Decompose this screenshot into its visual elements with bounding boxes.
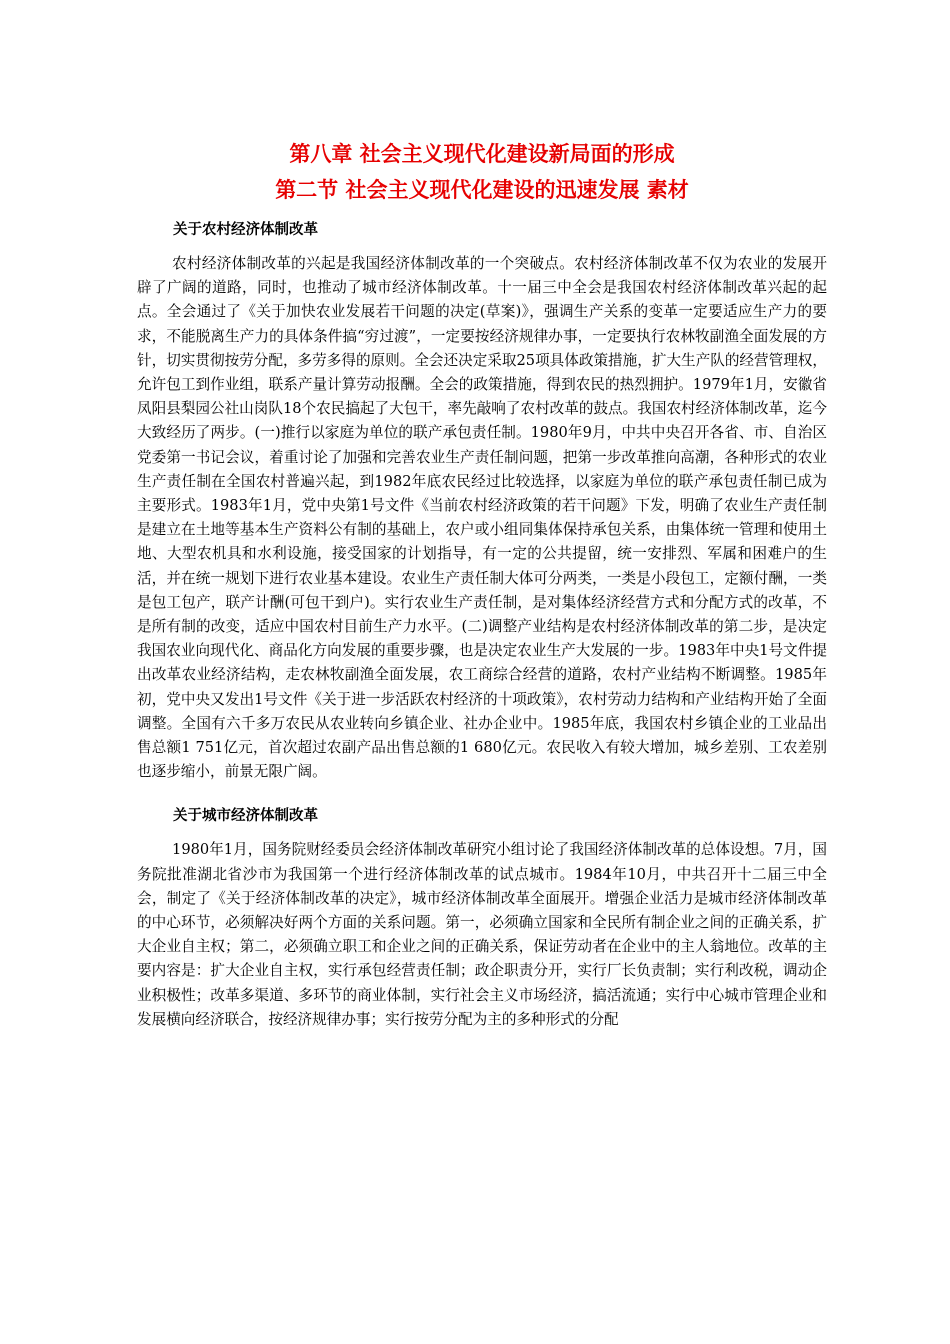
chapter-title: 第八章 社会主义现代化建设新局面的形成 xyxy=(289,142,675,166)
document-page xyxy=(137,138,827,1032)
paragraph-rural-reform: 农村经济体制改革的兴起是我国经济体制改革的一个突破点。农村经济体制改革不仅为农业的发展开辟了广阔的道路，同时，也推动了城市经济体制改革。十一届三中全会是我国农村经济体制改革兴起的起点。全会通过了《关于加快农业发展若干问题的决定(草案)》，强调生产关系的变革一定要适应生产力的要求，不能脱离生产力的具体条件搞“穷过渡”，一定要按经济规律办事，一定要执行农林牧副渔全面发展的方针，切实贯彻按劳分配，多劳多得的原则。全会还决定采取25项具体政策措施，扩大生产队的经营管理权，允许包工到作业组，联系产量计算劳动报酬。全会的政策措施，得到农民的热烈拥护。1979年1月，安徽省凤阳县梨园公社山岗队18个农民搞起了大包干，率先敲响了农村改革的鼓点。我国农村经济体制改革，迄今大致经历了两步。(一)推行以家庭为单位的联产承包责任制。1980年9月，中共中央召开各省、市、自治区党委第一书记会议，着重讨论了加强和完善农业生产责任制问题，把第一步改革推向高潮，各种形式的农业生产责任制在全国农村普遍兴起，到1982年底农民经过比较选择，以家庭为单位的联产承包责任制已成为主要形式。1983年1月，党中央第1号文件《当前农村经济政策的若干问题》下发，明确了农业生产责任制是建立在土地等基本生产资料公有制的基础上，农户或小组同集体保持承包关系，由集体统一管理和使用土地、大型农机具和水利设施，接受国家的计划指导，有一定的公共提留，统一安排烈、军属和困难户的生活，并在统一规划下进行农业基本建设。农业生产责任制大体可分两类，一类是小段包工，定额付酬，一类是包工包产，联产计酬(可包干到户)。实行农业生产责任制，是对集体经济经营方式和分配方式的改革，不是所有制的改变，适应中国农村目前生产力水平。(二)调整产业结构是农村经济体制改革的第二步，是决定我国农业向现代化、商品化方向发展的重要步骤，也是决定农业生产大发展的一步。1983年中央1号文件提出改革农业经济结构，走农林牧副渔全面发展，农工商综合经营的道路，农村产业结构不断调整。1985年初，党中央又发出1号文件《关于进一步活跃农村经济的十项政策》，农村劳动力结构和产业结构开始了全面调整。全国有六千多万农民从农业转向乡镇企业、社办企业中。1985年底，我国农村乡镇企业的工业品出售总额1 751亿元，首次超过农副产品出售总额的1 680亿元。农民收入有较大增加，城乡差别、工农差别也逐步缩小，前景无限广阔。 xyxy=(137,255,827,781)
paragraph-urban-reform: 1980年1月，国务院财经委员会经济体制改革研究小组讨论了我国经济体制改革的总体设想。7月，国务院批准湖北省沙市为我国第一个进行经济体制改革的试点城市。1984年10月，中共召开十二届三中全会，制定了《关于经济体制改革的决定》，城市经济体制改革全面展开。增强企业活力是城市经济体制改革的中心环节，必须解决好两个方面的关系问题。第一，必须确立国家和全民所有制企业之间的正确关系，扩大企业自主权；第二，必须确立职工和企业之间的正确关系，保证劳动者在企业中的主人翁地位。改革的主要内容是：扩大企业自主权，实行承包经营责任制；政企职责分开，实行厂长负责制；实行利改税，调动企业积极性；改革多渠道、多环节的商业体制，实行社会主义市场经济，搞活流通；实行中心城市管理企业和发展横向经济联合，按经济规律办事；实行按劳分配为主的多种形式的分配 xyxy=(137,841,827,1028)
section-heading-urban: 关于城市经济体制改革 xyxy=(173,808,318,825)
section-title: 第二节 社会主义现代化建设的迅速发展 素材 xyxy=(275,178,689,202)
section-heading-rural: 关于农村经济体制改革 xyxy=(173,222,318,238)
